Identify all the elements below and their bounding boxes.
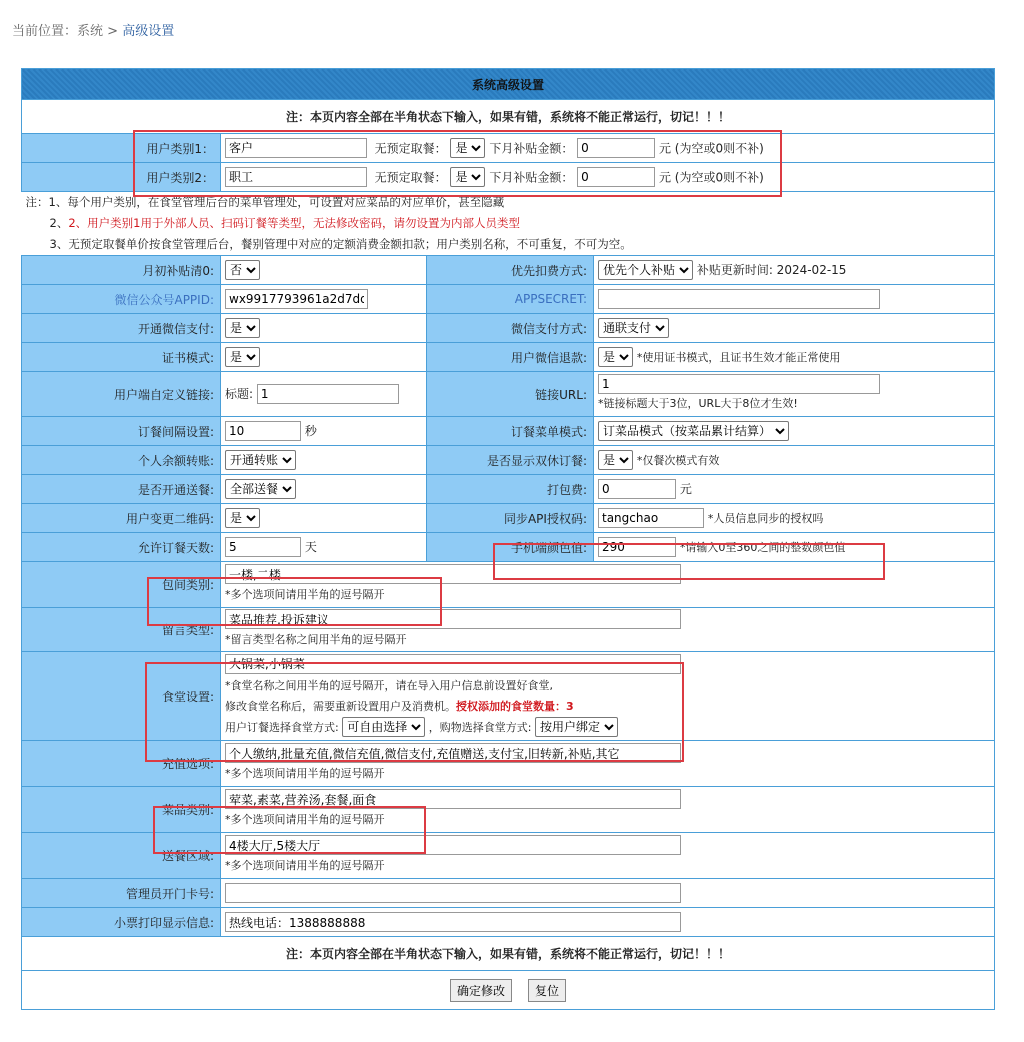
transfer-select[interactable] [225,450,296,470]
link-title-label: 标题: [225,387,254,401]
areas-label: 送餐区域: [22,833,221,879]
packing-input[interactable] [598,479,676,499]
user-type-2-row [221,163,995,192]
transfer-label: 个人余额转账: [22,446,221,475]
menu-mode-label: 订餐菜单模式: [427,417,594,446]
weekend-select[interactable] [598,450,633,470]
menu-mode-select[interactable] [598,421,789,441]
wxpay-mode-select[interactable] [598,318,669,338]
canteen-hint-1: *食堂名称之间用半角的逗号隔开，请在导入用户信息前设置好食堂, [225,679,553,693]
interval-label: 订餐间隔设置: [22,417,221,446]
subsidy-label: 下月补贴金额： [489,170,574,185]
user-type-1-name[interactable] [225,138,367,158]
color-label: 手机端颜色值: [427,533,594,562]
button-bar [22,971,995,1010]
no-reserve-label: 无预定取餐： [374,170,447,185]
wxpay-select[interactable] [225,318,260,338]
recharge-input[interactable] [225,743,681,763]
receipt-label: 小票打印显示信息: [22,908,221,937]
appsecret-label: APPSECRET: [427,285,594,314]
canteen-shop-label: ，购物选择食堂方式: [428,721,532,735]
appsecret-input[interactable] [598,289,880,309]
admin-card-label: 管理员开门卡号: [22,879,221,908]
note-3: 3、无预定取餐单价按食堂管理后台，餐别管理中对应的定额消费金额扣款；用户类别名称，不可重复，不可为空。 [49,237,632,251]
user-type-2-subsidy[interactable] [577,167,655,187]
deduct-mode-label: 优先扣费方式: [427,256,594,285]
delivery-select[interactable] [225,479,296,499]
admin-card-input[interactable] [225,883,681,903]
days-label: 允许订餐天数: [22,533,221,562]
weekend-label: 是否显示双休订餐: [427,446,594,475]
receipt-input[interactable] [225,912,681,932]
refund-hint: *使用证书模式，且证书生效才能正常使用 [636,351,841,364]
rooms-hint: *多个选项间请用半角的逗号隔开 [225,587,385,601]
color-input[interactable] [598,537,676,557]
link-title-input[interactable] [257,384,399,404]
refund-select[interactable] [598,347,633,367]
messages-label: 留言类型: [22,608,221,652]
note-1: 注：1、每个用户类别，在食堂管理后台的菜单管理处，可设置对应菜品的对应单价，甚至隐藏 [25,195,505,209]
appid-label: 微信公众号APPID: [22,285,221,314]
link-url-hint: *链接标题大于3位，URL大于8位才生效! [598,397,798,410]
qrcode-label: 用户变更二维码: [22,504,221,533]
wxpay-mode-label: 微信支付方式: [427,314,594,343]
cert-select[interactable] [225,347,260,367]
user-type-2-label: 用户类别2： [22,163,221,192]
user-type-1-label: 用户类别1： [22,134,221,163]
subsidy-label: 下月补贴金额： [489,141,574,156]
qrcode-select[interactable] [225,508,260,528]
refund-label: 用户微信退款: [427,343,594,372]
subsidy-unit: 元 (为空或0则不补) [658,141,764,156]
subsidy-update-time: 补贴更新时间: 2024-02-15 [696,263,847,277]
rooms-label: 包间类别: [22,562,221,608]
recharge-hint: *多个选项间请用半角的逗号隔开 [225,766,385,780]
interval-unit: 秒 [304,424,317,438]
dishes-hint: *多个选项间请用半角的逗号隔开 [225,812,385,826]
user-type-2-name[interactable] [225,167,367,187]
link-url-input[interactable] [598,374,880,394]
custom-link-label: 用户端自定义链接: [22,372,221,417]
settings-table [21,68,995,1010]
warning-top: 注：本页内容全部在半角状态下输入，如果有错，系统将不能正常运行，切记！！！ [22,100,995,134]
wxpay-label: 开通微信支付: [22,314,221,343]
recharge-label: 充值选项: [22,741,221,787]
rooms-input[interactable] [225,564,681,584]
subsidy-unit: 元 (为空或0则不补) [658,170,764,185]
canteen-auth-count: 授权添加的食堂数量：3 [456,700,574,714]
dishes-input[interactable] [225,789,681,809]
notes [22,192,995,256]
weekend-hint: *仅餐次模式有效 [636,454,720,467]
api-key-label: 同步API授权码: [427,504,594,533]
breadcrumb-current: 高级设置 [122,24,175,39]
areas-hint: *多个选项间请用半角的逗号隔开 [225,858,385,872]
messages-hint: *留言类型名称之间用半角的逗号隔开 [225,632,407,646]
dishes-label: 菜品类别: [22,787,221,833]
days-input[interactable] [225,537,301,557]
page-title: 系统高级设置 [22,69,995,100]
canteen-order-select[interactable] [342,717,425,737]
submit-button[interactable]: 确定修改 [450,979,512,1002]
canteen-order-label: 用户订餐选择食堂方式: [225,721,339,735]
no-reserve-label: 无预定取餐： [374,141,447,156]
interval-input[interactable] [225,421,301,441]
areas-input[interactable] [225,835,681,855]
delivery-label: 是否开通送餐: [22,475,221,504]
monthly-clear-label: 月初补贴清0: [22,256,221,285]
breadcrumb-sep: > [107,24,119,39]
messages-input[interactable] [225,609,681,629]
packing-label: 打包费: [427,475,594,504]
packing-unit: 元 [679,482,692,496]
reset-button[interactable]: 复位 [528,979,566,1002]
canteen-shop-select[interactable] [535,717,618,737]
warning-bottom: 注：本页内容全部在半角状态下输入，如果有错，系统将不能正常运行，切记！！！ [22,937,995,971]
color-hint: *请输入0至360之间的整数颜色值 [679,541,846,554]
user-type-1-subsidy[interactable] [577,138,655,158]
user-type-2-no-reserve[interactable] [450,167,485,187]
breadcrumb-prefix: 当前位置： [12,24,78,39]
canteen-input[interactable] [225,654,681,674]
days-unit: 天 [304,540,317,554]
cert-label: 证书模式: [22,343,221,372]
canteen-label: 食堂设置: [22,652,221,741]
note-2: 2、2、用户类别1用于外部人员、扫码订餐等类型，无法修改密码，请勿设置为内部人员类型 [49,216,520,230]
monthly-clear-select[interactable] [225,260,260,280]
user-type-1-no-reserve[interactable] [450,138,485,158]
link-url-label: 链接URL: [427,372,594,417]
appid-input[interactable] [225,289,368,309]
breadcrumb [12,20,174,39]
deduct-mode-select[interactable] [598,260,693,280]
api-key-input[interactable] [598,508,704,528]
note-2-text: 2、用户类别1用于外部人员、扫码订餐等类型，无法修改密码，请勿设置为内部人员类型 [68,216,520,230]
api-key-hint: *人员信息同步的授权吗 [707,512,824,525]
canteen-hint-2: 修改食堂名称后，需要重新设置用户及消费机。 [225,700,456,714]
user-type-1-row [221,134,995,163]
breadcrumb-system[interactable]: 系统 [77,24,104,39]
